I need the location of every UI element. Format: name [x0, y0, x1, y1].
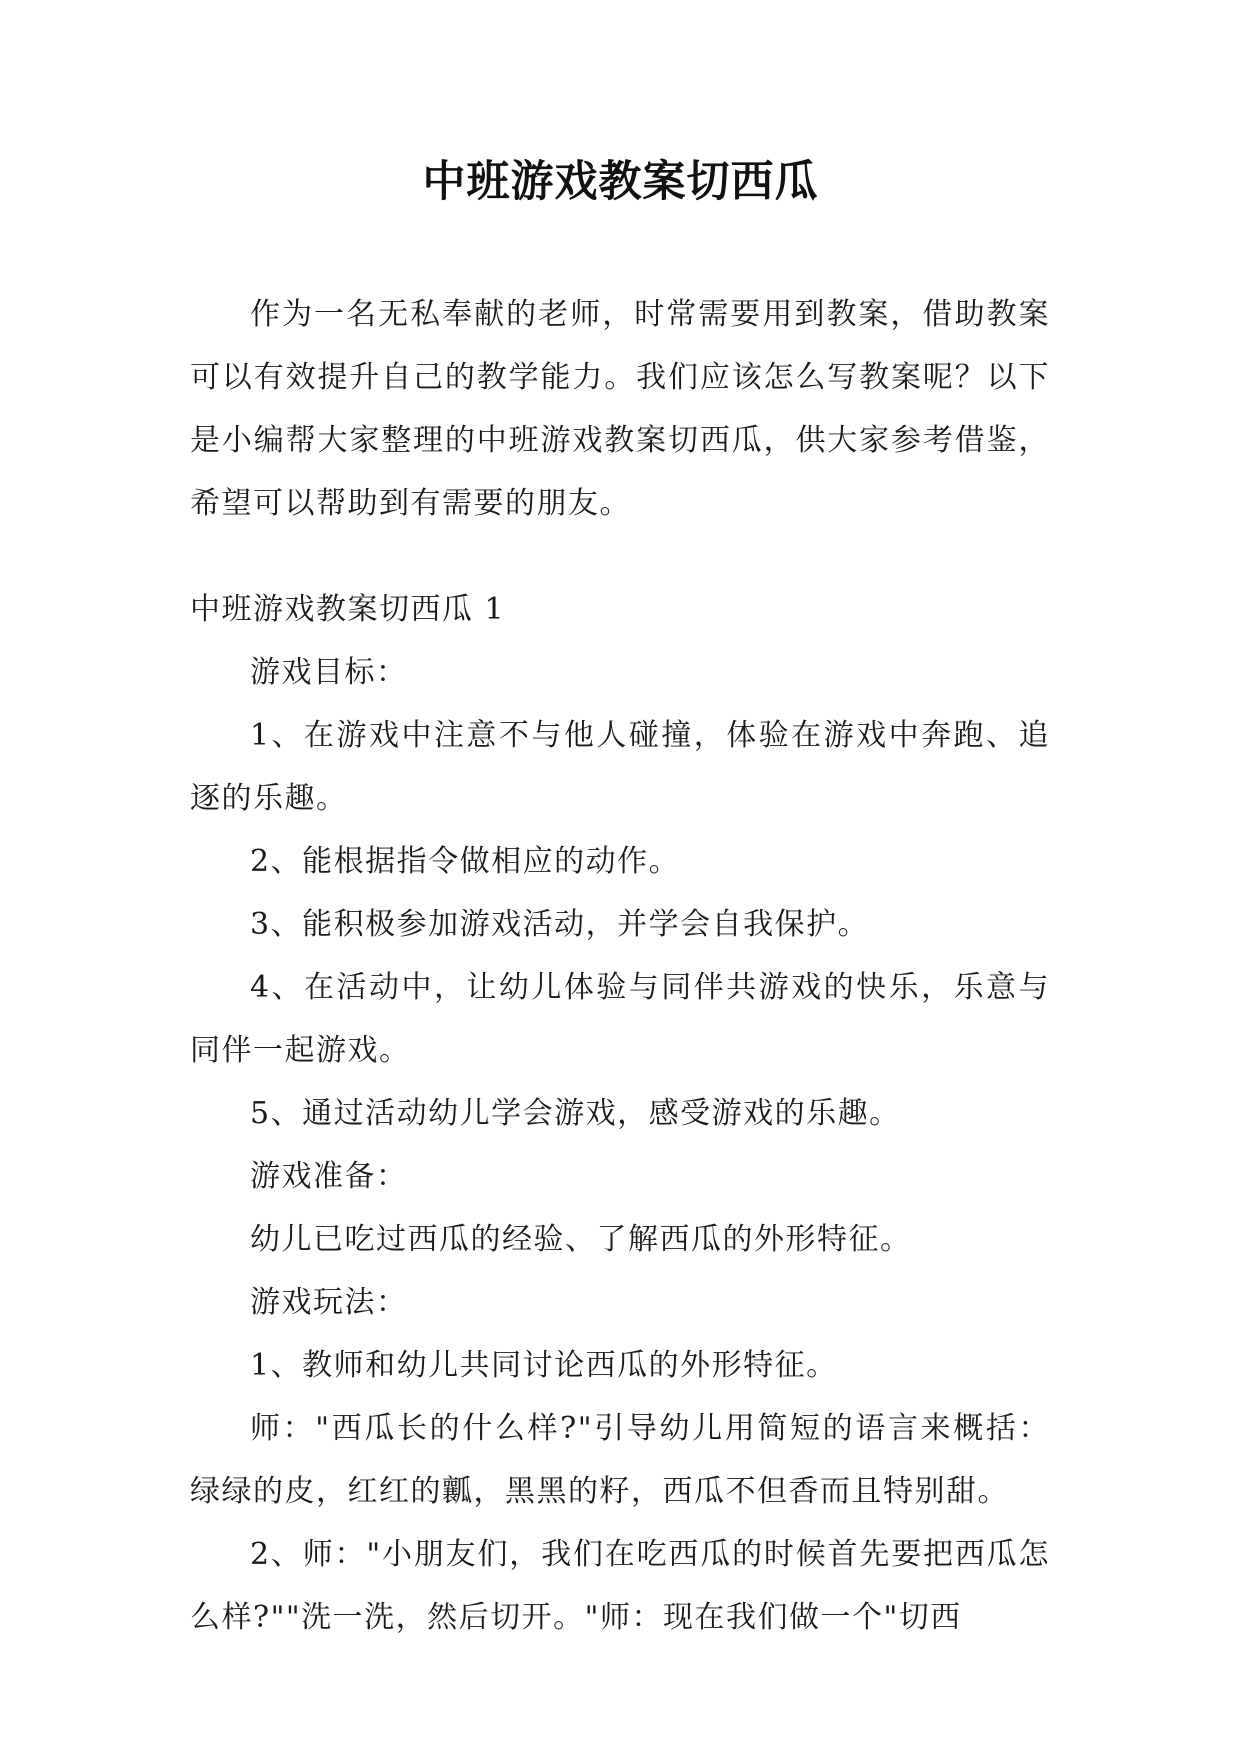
goal-item: 4、在活动中，让幼儿体验与同伴共游戏的快乐，乐意与同伴一起游戏。 [190, 970, 1050, 1068]
goal-item: 5、通过活动幼儿学会游戏，感受游戏的乐趣。 [250, 1096, 901, 1131]
goal-item: 2、能根据指令做相应的动作。 [250, 844, 681, 879]
intro-section [190, 283, 1050, 535]
goal-item: 3、能积极参加游戏活动，并学会自我保护。 [250, 907, 870, 942]
goal-item: 1、在游戏中注意不与他人碰撞，体验在游戏中奔跑、追逐的乐趣。 [190, 718, 1050, 816]
play-step: 2、师："小朋友们，我们在吃西瓜的时候首先要把西瓜怎么样?""洗一洗，然后切开。"师：现在我们做一个"切西 [190, 1537, 1050, 1635]
content-section [190, 578, 1050, 1649]
prep-text: 幼儿已吃过西瓜的经验、了解西瓜的外形特征。 [250, 1222, 912, 1257]
play-label: 游戏玩法： [250, 1285, 408, 1320]
prep-label: 游戏准备： [250, 1159, 408, 1194]
document-title: 中班游戏教案切西瓜 [422, 157, 819, 207]
section-heading: 中班游戏教案切西瓜 1 [190, 592, 506, 627]
goals-label: 游戏目标： [250, 655, 408, 690]
intro-paragraph: 作为一名无私奉献的老师，时常需要用到教案，借助教案可以有效提升自己的教学能力。我们应该怎么写教案呢？以下是小编帮大家整理的中班游戏教案切西瓜，供大家参考借鉴，希望可以帮助到有需要的朋友。 [190, 297, 1050, 521]
play-step-detail: 师："西瓜长的什么样?"引导幼儿用简短的语言来概括：绿绿的皮，红红的瓤，黑黑的籽，西瓜不但香而且特别甜。 [190, 1411, 1050, 1509]
play-step: 1、教师和幼儿共同讨论西瓜的外形特征。 [250, 1348, 838, 1383]
